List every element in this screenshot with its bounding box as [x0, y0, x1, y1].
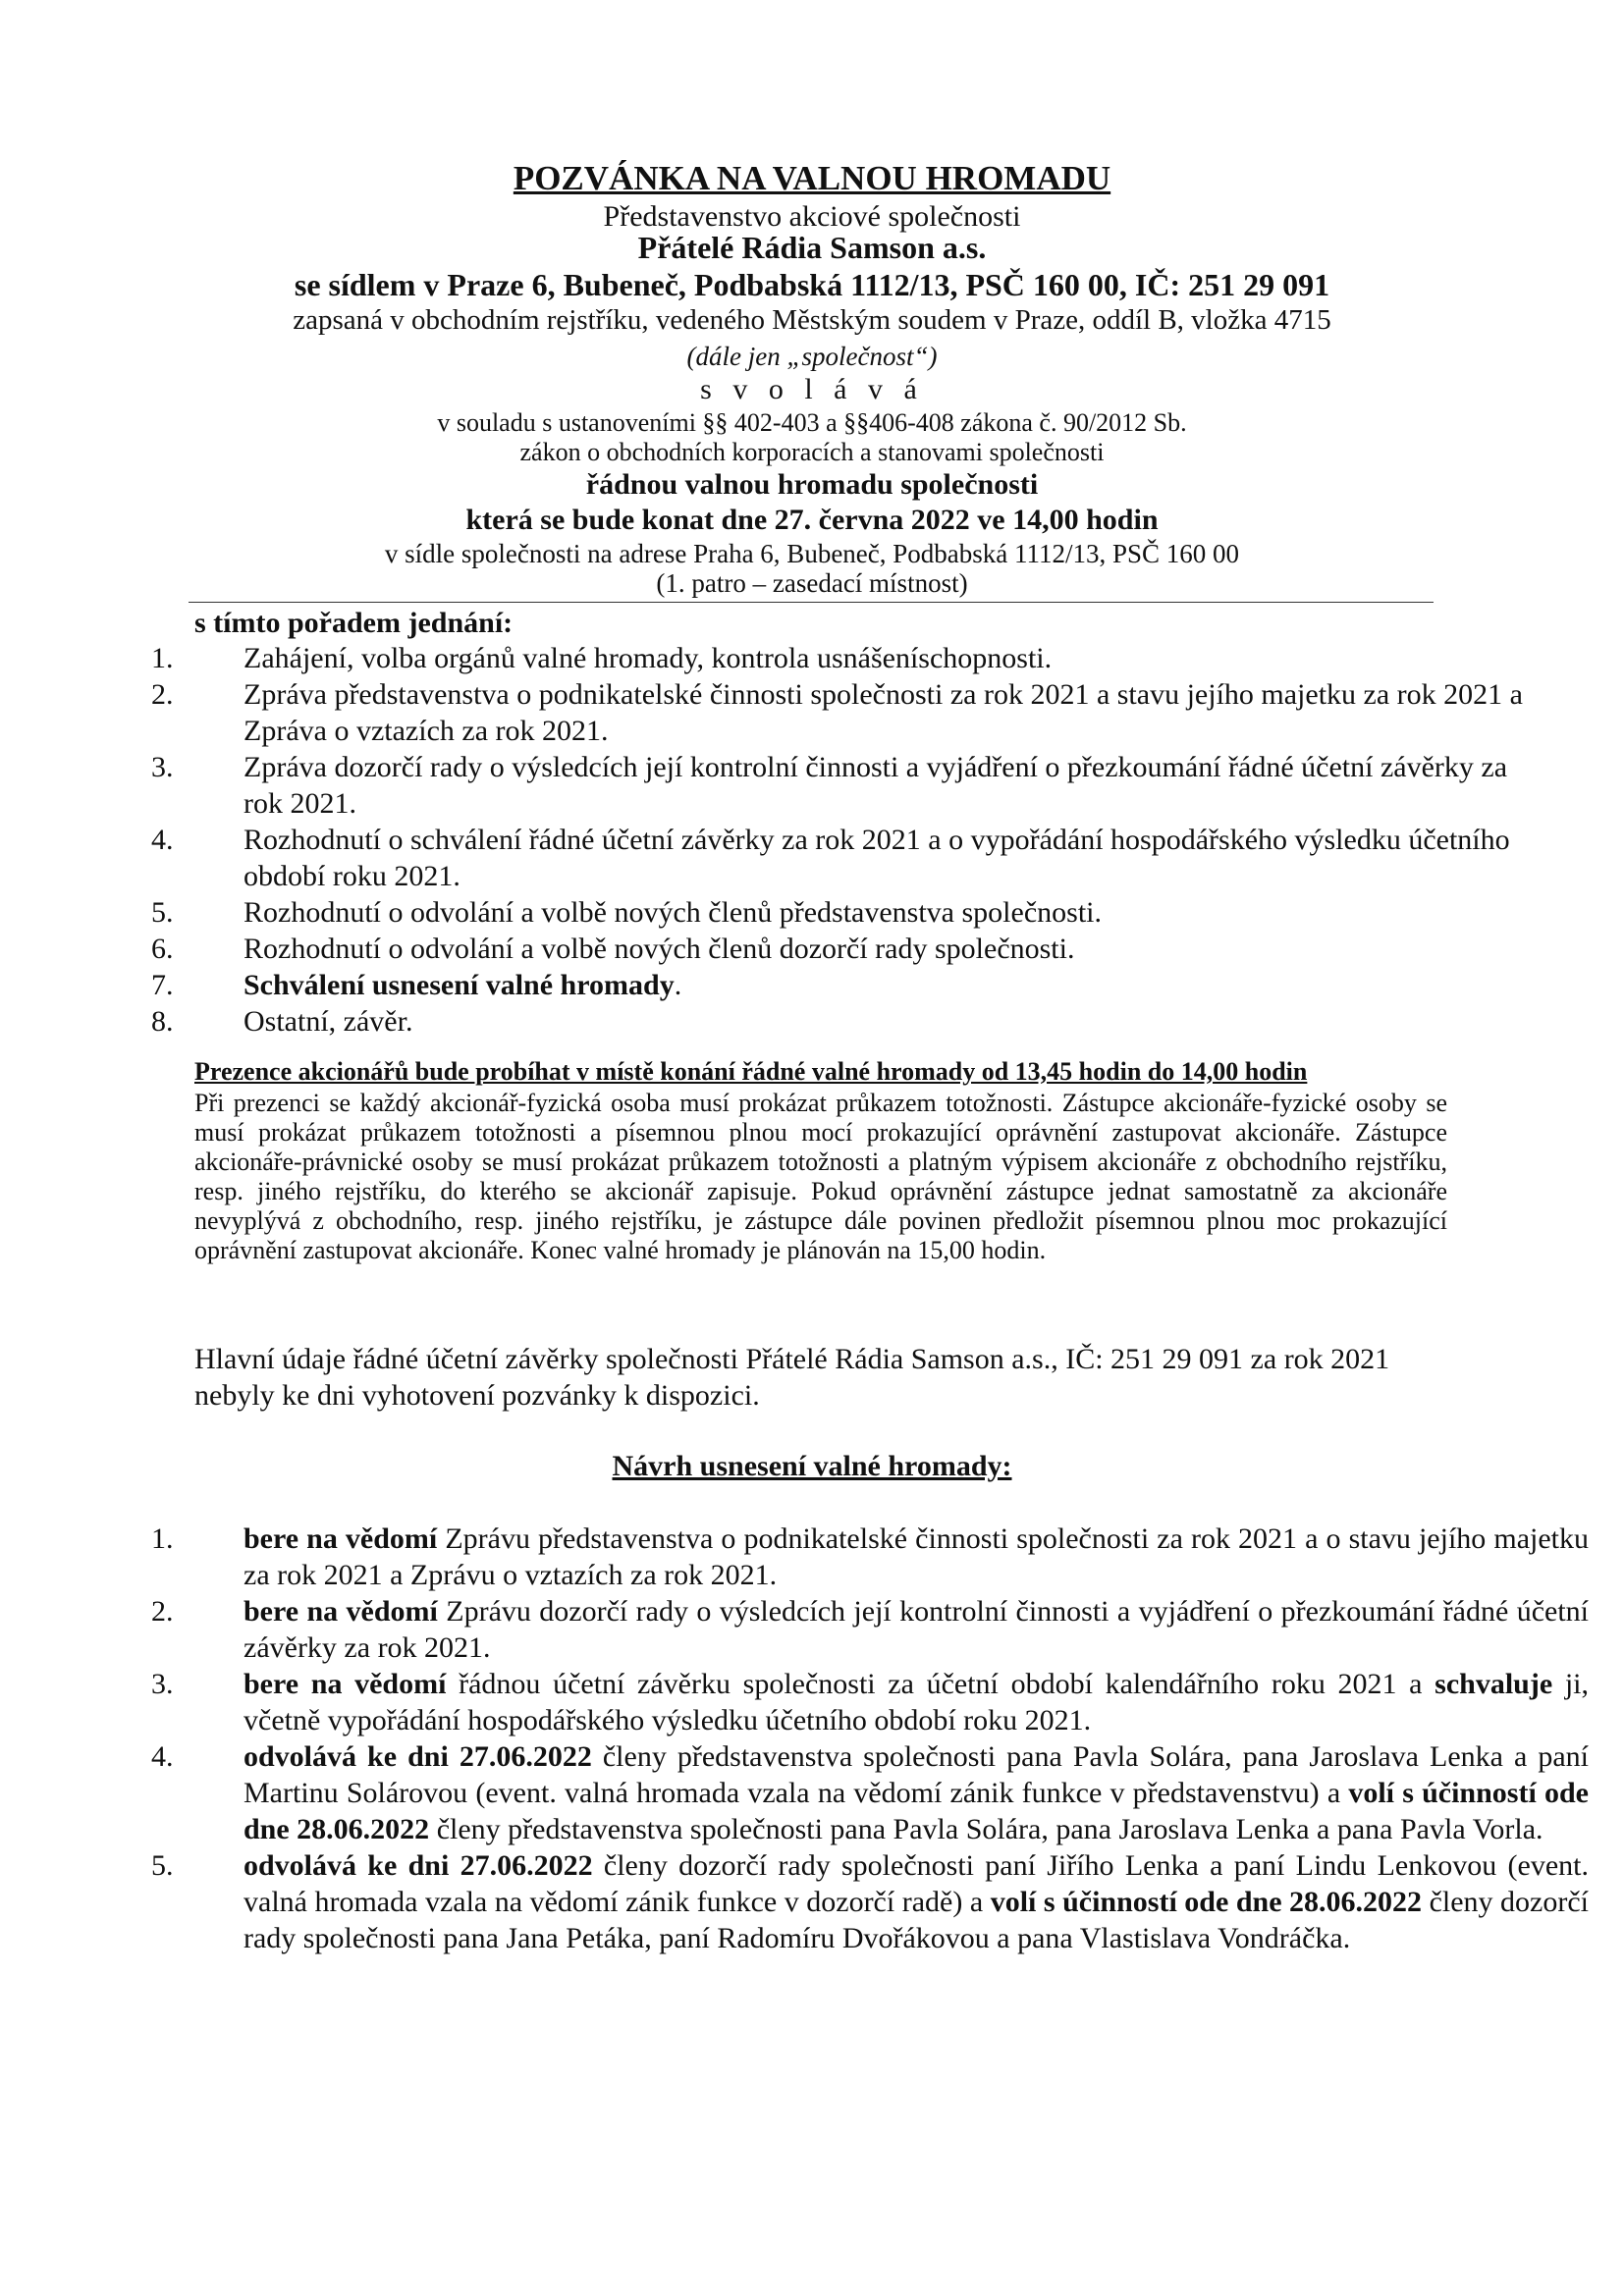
proposal-heading: Návrh usnesení valné hromady: [612, 1450, 1012, 1482]
agenda-item-text: Rozhodnutí o odvolání a volbě nových členů představenstva společnosti. [244, 896, 1102, 929]
proposal-item-text: Zprávu dozorčí rady o výsledcích její kontrolní činnosti a vyjádření o přezkoumání řádné účetní závěrky za rok 2021. [244, 1595, 1589, 1664]
company-seat: se sídlem v Praze 6, Bubeneč, Podbabská 1112/13, PSČ 160 00, IČ: 251 29 091 [294, 267, 1330, 302]
presence-text: Při prezenci se každý akcionář-fyzická osoba musí prokázat průkazem totožnosti. Zástupce akcionáře-fyzické osoby se musí prokázat průkazem totožnosti a písemnou plnou mocí prokazující oprávnění zastupovat akcionáře. Zástupce akcionáře-právnické osoby se musí prokázat průkazem totožnosti a platným výpisem akcionáře z obchodního rejstříku, resp. jiného rejstříku, do kterého se akcionář zapisuje. Pokud oprávnění zástupce jednat samostatně za akcionáře nevyplývá z obchodního, resp. jiného rejstříku, je zástupce dále povinen předložit písemnou plnou moc prokazující oprávnění zastupovat akcionáře. Konec valné hromady je plánován na 15,00 hodin. [194, 1089, 1447, 1264]
proposal-item-number: 4. [151, 1740, 174, 1773]
proposal-item-keyword: schvaluje [1435, 1668, 1553, 1700]
legal-basis-1: v souladu s ustanoveními §§ 402-403 a §§406-408 zákona č. 90/2012 Sb. [437, 408, 1187, 437]
proposal-item-text: členy dozorčí rady společnosti pana Jana Petáka, paní Radomíru Dvořákovou a pana Vlastislava Vondráčka. [244, 1886, 1590, 1954]
convenes-word: s v o l á v á [700, 373, 924, 405]
agenda-item-text: Rozhodnutí o schválení řádné účetní závěrky za rok 2021 a o vypořádání hospodářského výsledku účetního období roku 2021. [244, 824, 1510, 892]
agenda-item [151, 676, 1542, 749]
proposal-item-keyword: odvolává ke dni 27.06.2022 [244, 1740, 592, 1773]
proposal-item [151, 1666, 1589, 1738]
proposal-item-keyword: odvolává ke dni 27.06.2022 [244, 1849, 593, 1882]
agenda-item-number: 4. [151, 824, 174, 856]
agenda-item-text: Zahájení, volba orgánů valné hromady, kontrola usnášeníschopnosti. [244, 642, 1053, 674]
agenda-item-number: 8. [151, 1005, 174, 1038]
proposal-item-text: členy dozorčí rady společnosti paní Jiřího Lenka a paní Lindu Lenkovou (event. valná hromada vzala na vědomí zánik funkce v dozorčí radě) a [244, 1849, 1589, 1918]
meeting-type: řádnou valnou hromadu společnosti [585, 468, 1039, 501]
meeting-location: v sídle společnosti na adrese Praha 6, Bubeneč, Podbabská 1112/13, PSČ 160 00 [384, 539, 1240, 568]
proposal-list [151, 1521, 1589, 1956]
agenda-item-text: Zpráva představenstva o podnikatelské činnosti společnosti za rok 2021 a stavu jejího majetku za rok 2021 a Zpráva o vztazích za rok 2021. [244, 678, 1523, 747]
agenda-item-text: Rozhodnutí o odvolání a volbě nových členů dozorčí rady společnosti. [244, 933, 1075, 965]
proposal-item [151, 1738, 1589, 1847]
proposal-item [151, 1593, 1589, 1666]
agenda-list [151, 640, 1542, 1040]
proposal-item-number: 3. [151, 1668, 174, 1700]
proposal-item-text: Zprávu představenstva o podnikatelské činnosti společnosti za rok 2021 a o stavu jejího majetku za rok 2021 a Zprávu o vztazích za rok 2021. [244, 1522, 1589, 1591]
agenda-heading: s tímto pořadem jednání: [194, 607, 514, 639]
agenda-item-text: Ostatní, závěr. [244, 1005, 413, 1038]
legal-basis-2: zákon o obchodních korporacích a stanovami společnosti [519, 438, 1105, 466]
agenda-item-text: Zpráva dozorčí rady o výsledcích její kontrolní činnosti a vyjádření o přezkoumání řádné účetní závěrky za rok 2021. [244, 751, 1508, 820]
financials-note: Hlavní údaje řádné účetní závěrky společnosti Přátelé Rádia Samson a.s., IČ: 251 29 091 za rok 2021 nebyly ke dni vyhotovení pozvánky k dispozici. [194, 1343, 1390, 1412]
agenda-item-number: 5. [151, 896, 174, 929]
company-alias: (dále jen „společnost“) [686, 342, 938, 371]
company-name: Přátelé Rádia Samson a.s. [637, 230, 987, 265]
proposal-item-number: 1. [151, 1522, 174, 1555]
agenda-item [151, 1003, 1542, 1040]
agenda-item-number: 1. [151, 642, 174, 674]
meeting-datetime: která se bude konat dne 27. června 2022 ve 14,00 hodin [465, 504, 1159, 536]
agenda-item-text: Schválení usnesení valné hromady [244, 969, 675, 1001]
issuer-board: Představenstvo akciové společnosti [603, 200, 1021, 233]
divider-line [189, 602, 1434, 603]
agenda-item-number: 7. [151, 969, 174, 1001]
proposal-item-keyword: bere na vědomí [244, 1522, 438, 1555]
agenda-item-number: 2. [151, 678, 174, 711]
agenda-item-suffix: . [674, 969, 682, 1001]
agenda-item [151, 967, 1542, 1003]
proposal-item-keyword: volí s účinností ode dne 28.06.2022 [990, 1886, 1423, 1918]
proposal-item-text: členy představenstva společnosti pana Pavla Solára, pana Jaroslava Lenka a pana Pavla Vorla. [429, 1813, 1543, 1845]
proposal-item [151, 1847, 1589, 1956]
proposal-item-keyword: bere na vědomí [244, 1595, 438, 1628]
agenda-item [151, 894, 1542, 931]
agenda-item-number: 3. [151, 751, 174, 783]
proposal-item-text: řádnou účetní závěrku společnosti za účetní období kalendářního roku 2021 a [446, 1668, 1435, 1700]
proposal-item-number: 2. [151, 1595, 174, 1628]
meeting-room: (1. patro – zasedací místnost) [656, 568, 968, 598]
agenda-item [151, 640, 1542, 676]
proposal-item-keyword: bere na vědomí [244, 1668, 447, 1700]
agenda-item [151, 822, 1542, 894]
presence-heading: Prezence akcionářů bude probíhat v místě konání řádné valné hromady od 13,45 hodin do 14,00 hodin [194, 1057, 1308, 1086]
agenda-item [151, 749, 1542, 822]
proposal-item-text: členy představenstva společnosti pana Pavla Solára, pana Jaroslava Lenka a paní Martinu Solárovou (event. valná hromada vzala na vědomí zánik funkce v představenstvu) a [244, 1740, 1589, 1809]
proposal-item [151, 1521, 1589, 1593]
proposal-item-text: ji, včetně vypořádání hospodářského výsledku účetního období roku 2021. [244, 1668, 1589, 1736]
proposal-item-keyword: volí s účinností ode dne 28.06.2022 [244, 1777, 1589, 1845]
document-title: POZVÁNKA NA VALNOU HROMADU [513, 159, 1111, 197]
agenda-item-number: 6. [151, 933, 174, 965]
registry-line: zapsaná v obchodním rejstříku, vedeného Městským soudem v Praze, oddíl B, vložka 4715 [293, 304, 1331, 336]
proposal-item-number: 5. [151, 1849, 174, 1882]
agenda-item [151, 931, 1542, 967]
